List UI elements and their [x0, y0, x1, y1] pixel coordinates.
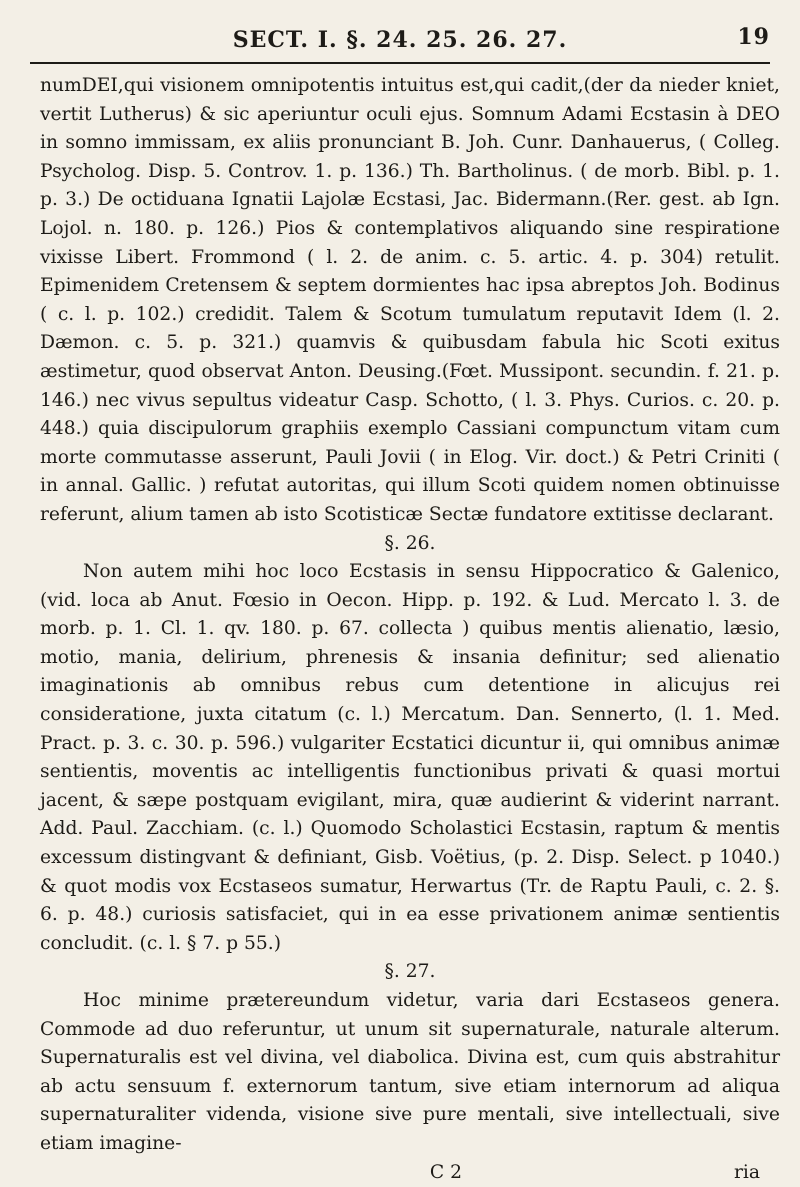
paragraph-27: Hoc minime prætereundum videtur, varia dari Ecstaseos genera. Commode ad duo referuntur, ut unum sit supernaturale, naturale alterum. Supernaturalis est vel divina, vel diabolica. Divina est, cum quis abstrahitur ab actu sensuum f. externorum tantum, sive etiam internorum ad aliqua supernaturaliter videnda, visione sive pure mentali, sive intellectuali, sive etiam imagine-: [40, 990, 780, 1154]
signature-mark: C 2: [429, 1161, 463, 1183]
paragraph-25-continued: numDEI,qui visionem omnipotentis intuitus est,qui cadit,(der da nieder kniet, vertit Lutherus) & sic aperiuntur oculi ejus. Somnum Adami Ecstasin à DEO in somno immissam, ex aliis pronunciant B. Joh. Cunr. Danhauerus, ( Colleg. Psycholog. Disp. 5. Controv. 1. p. 136.) Th. Bartholinus. ( de morb. Bibl. p. 1. p. 3.) De octiduana Ignatii Lajolæ Ecstasi, Jac. Bidermann.(Rer. gest. ab Ign. Lojol. n. 180. p. 126.) Pios & contemplativos aliquando sine respiratione vixisse Libert. Frommond ( l. 2. de anim. c. 5. artic. 4. p. 304) retulit. Epimenidem Cretensem & septem dormientes hac ipsa abreptos Joh. Bodinus ( c. l. p. 102.) credidit. Talem & Scotum tumulatum reputavit Idem (l. 2. Dæmon. c. 5. p. 321.) quamvis & quibusdam fabula hic Scoti exitus æstimetur, quod observat Anton. Deusing.(Fœt. Mussipont. secundin. f. 21. p. 146.) nec vivus sepultus videatur Casp. Schotto, ( l. 3. Phys. Curios. c. 20. p. 448.) quia discipulorum graphiis exemplo Cassiani compunctum vitam cum morte commutasse asserunt, Pauli Jovii ( in Elog. Vir. doct.) & Petri Criniti ( in annal. Gallic. ) refutat autoritas, qui illum Scoti quidem nomen obtinuisse referunt, alium tamen ab isto Scotisticæ Sectæ fundatore extitisse declarant.: [40, 75, 780, 525]
page-number: 19: [737, 24, 770, 50]
paragraph-26: Non autem mihi hoc loco Ecstasis in sensu Hippocratico & Galenico, (vid. loca ab Anut. Fœsio in Oecon. Hipp. p. 192. & Lud. Mercato l. 3. de morb. p. 1. Cl. 1. qv. 180. p. 67. collecta ) quibus mentis alienatio, læsio, motio, mania, delirium, phrenesis & insania definitur; sed alienatio imaginationis ab omnibus rebus cum detentione in alicujus rei consideratione, juxta citatum (c. l.) Mercatum. Dan. Sennerto, (l. 1. Med. Pract. p. 3. c. 30. p. 596.) vulgariter Ecstatici dicuntur ii, qui omnibus animæ sentientis, moventis ac intelligentis functionibus privati & quasi mortui jacent, & sæpe postquam evigilant, mira, quæ audierint & viderint narrant. Add. Paul. Zacchiam. (c. l.) Quomodo Scholastici Ecstasin, raptum & mentis excessum distingvant & definiant, Gisb. Voëtius, (p. 2. Disp. Select. p 1040.) & quot modis vox Ecstaseos sumatur, Herwartus (Tr. de Raptu Pauli, c. 2. §. 6. p. 48.) curiosis satisfaciet, qui in ea esse privationem animæ sentientis concludit. (c. l. § 7. p 55.): [40, 561, 780, 954]
section-27-heading: §. 27.: [384, 961, 436, 983]
body-text: [40, 72, 780, 1183]
section-26-heading: §. 26.: [384, 532, 436, 554]
header-section-label: SECT. I. §. 24. 25. 26. 27.: [232, 27, 568, 53]
page-footer: [40, 1159, 780, 1187]
running-header: [20, 20, 780, 60]
header-rule: [30, 62, 770, 64]
catchword: ria: [733, 1161, 760, 1183]
